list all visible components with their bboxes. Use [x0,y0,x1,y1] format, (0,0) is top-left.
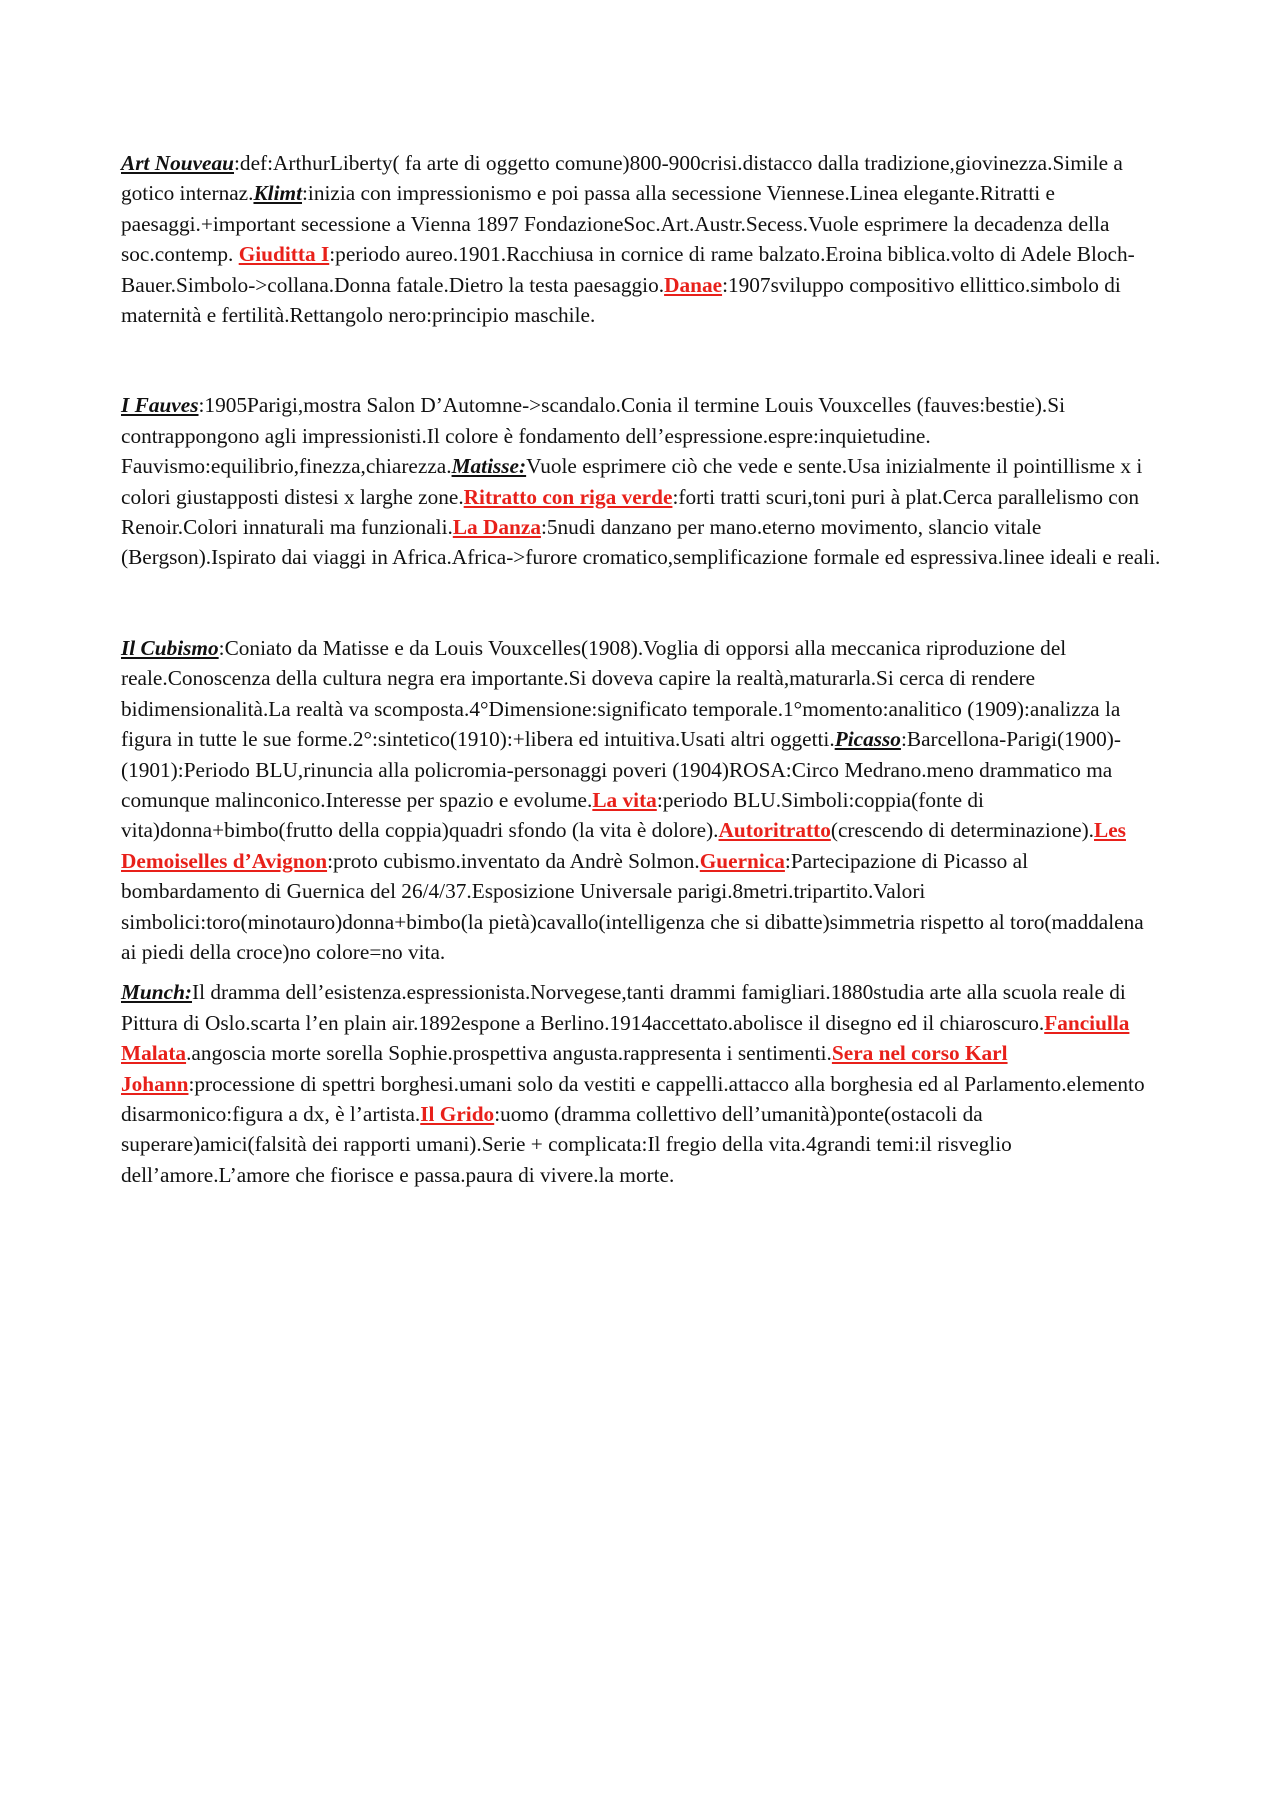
body-text: :1907sviluppo compositivo ellittico.simbolo di maternità e fertilità.Rettangolo nero:principio maschile. [121,272,1121,328]
paragraph-fauves [121,390,1161,572]
heading-klimt: Klimt [253,181,302,206]
body-text: :Partecipazione di Picasso al bombardamento di Guernica del 26/4/37.Esposizione Universale parigi.8metri.tripartito.Valori simbolici:toro(minotauro)donna+bimbo(la pietà)cavallo(intelligenza che si dibatte)simmetria rispetto al toro(maddalena ai piedi della croce)no colore=no vita. [121,848,1144,964]
body-text: :Barcellona-Parigi(1900)-(1901):Periodo BLU,rinuncia alla policromia-personaggi poveri (1904)ROSA:Circo Medrano.meno drammatico ma comunque malinconico.Interesse per spazio e evolume. [121,727,1121,812]
work-title-les-demoiselles: Les Demoiselles d’Avignon [121,818,1126,873]
work-title-ritratto-riga-verde: Ritratto con riga verde [463,484,673,509]
heading-matisse: Matisse: [451,454,527,479]
body-text: :forti tratti scuri,toni puri à plat.Cerca parallelismo con Renoir.Colori innaturali ma funzionali. [121,484,1140,540]
heading-fauves: I Fauves [121,393,199,418]
work-title-la-danza: La Danza [452,515,541,540]
paragraph-art-nouveau [121,148,1161,330]
paragraph-cubismo [121,633,1161,967]
body-text: Il dramma dell’esistenza.espressionista.Norvegese,tanti drammi famigliari.1880studia arte alla scuola reale di Pittura di Oslo.scarta l’en plain air.1892espone a Berlino.1914accettato.abolisce il disegno ed il chiaroscuro. [121,980,1126,1035]
body-text: :Coniato da Matisse e da Louis Vouxcelles(1908).Voglia di opporsi alla meccanica riproduzione del reale.Conoscenza della cultura negra era importante.Si doveva capire la realtà,maturarla.Si cerca di rendere bidimensionalità.La realtà va scomposta.4°Dimensione:significato temporale.1°momento:analitico (1909):analizza la figura in tutte le sue forme.2°:sintetico(1910):+libera ed intuitiva.Usati altri oggetti. [121,635,1121,752]
heading-art-nouveau: Art Nouveau [121,151,235,175]
work-title-autoritratto: Autoritratto [718,818,831,843]
body-text: Vuole esprimere ciò che vede e sente.Usa inizialmente il pointillisme x i colori giustapposti distesi x larghe zone. [121,454,1143,509]
body-text: :proto cubismo.inventato da Andrè Solmon. [327,848,700,873]
document-page [121,148,1161,1190]
body-text: :periodo aureo.1901.Racchiusa in cornice di rame balzato.Eroina biblica.volto di Adele Bloch-Bauer.Simbolo->collana.Donna fatale.Dietro la testa paesaggio. [121,242,1135,297]
work-title-fanciulla-malata: Fanciulla Malata [121,1010,1130,1066]
work-title-danae: Danae [664,272,723,297]
heading-munch: Munch: [121,980,193,1005]
heading-picasso: Picasso [834,727,901,752]
body-text: :def:ArthurLiberty( fa arte di oggetto comune)800-900crisi.distacco dalla tradizione,giovinezza.Simile a gotico internaz. [121,151,1123,206]
body-text: .angoscia morte sorella Sophie.prospettiva angusta.rappresenta i sentimenti. [186,1041,832,1066]
paragraph-munch [121,977,1161,1190]
body-text: :1905Parigi,mostra Salon D’Automne->scandalo.Conia il termine Louis Vouxcelles (fauves:bestie).Si contrappongono agli impressionisti.Il colore è fondamento dell’espressione.espre:inquietudine. Fauvismo:equilibrio,finezza,chiarezza. [121,393,1066,479]
work-title-sera-karl-johann: Sera nel corso Karl Johann [121,1041,1008,1096]
body-text: :uomo (dramma collettivo dell’umanità)ponte(ostacoli da superare)amici(falsità dei rapporti umani).Serie + complicata:Il fregio della vita.4grandi temi:il risveglio dell’amore.L’amore che fiorisce e passa.paura di vivere.la morte. [121,1101,1012,1187]
body-text: :5nudi danzano per mano.eterno movimento, slancio vitale (Bergson).Ispirato dai viaggi in Africa.Africa->furore cromatico,semplificazione formale ed espressiva.linee ideali e reali. [121,515,1161,570]
work-title-giuditta: Giuditta I [238,242,330,267]
body-text: (crescendo di determinazione). [830,818,1094,843]
body-text: :processione di spettri borghesi.umani solo da vestiti e cappelli.attacco alla borghesia ed al Parlamento.elemento disarmonico:figura a dx, è l’artista. [121,1071,1145,1126]
work-title-guernica: Guernica [699,848,785,873]
work-title-il-grido: Il Grido [420,1101,495,1126]
heading-cubismo: Il Cubismo [121,635,219,660]
body-text: :inizia con impressionismo e poi passa alla secessione Viennese.Linea elegante.Ritratti e paesaggi.+important secessione a Vienna 1897 FondazioneSoc.Art.Austr.Secess.Vuole esprimere la decadenza della soc.contemp. [121,181,1110,267]
body-text: :periodo BLU.Simboli:coppia(fonte di vita)donna+bimbo(frutto della coppia)quadri sfondo (la vita è dolore). [121,787,984,843]
work-title-la-vita: La vita [592,787,657,812]
